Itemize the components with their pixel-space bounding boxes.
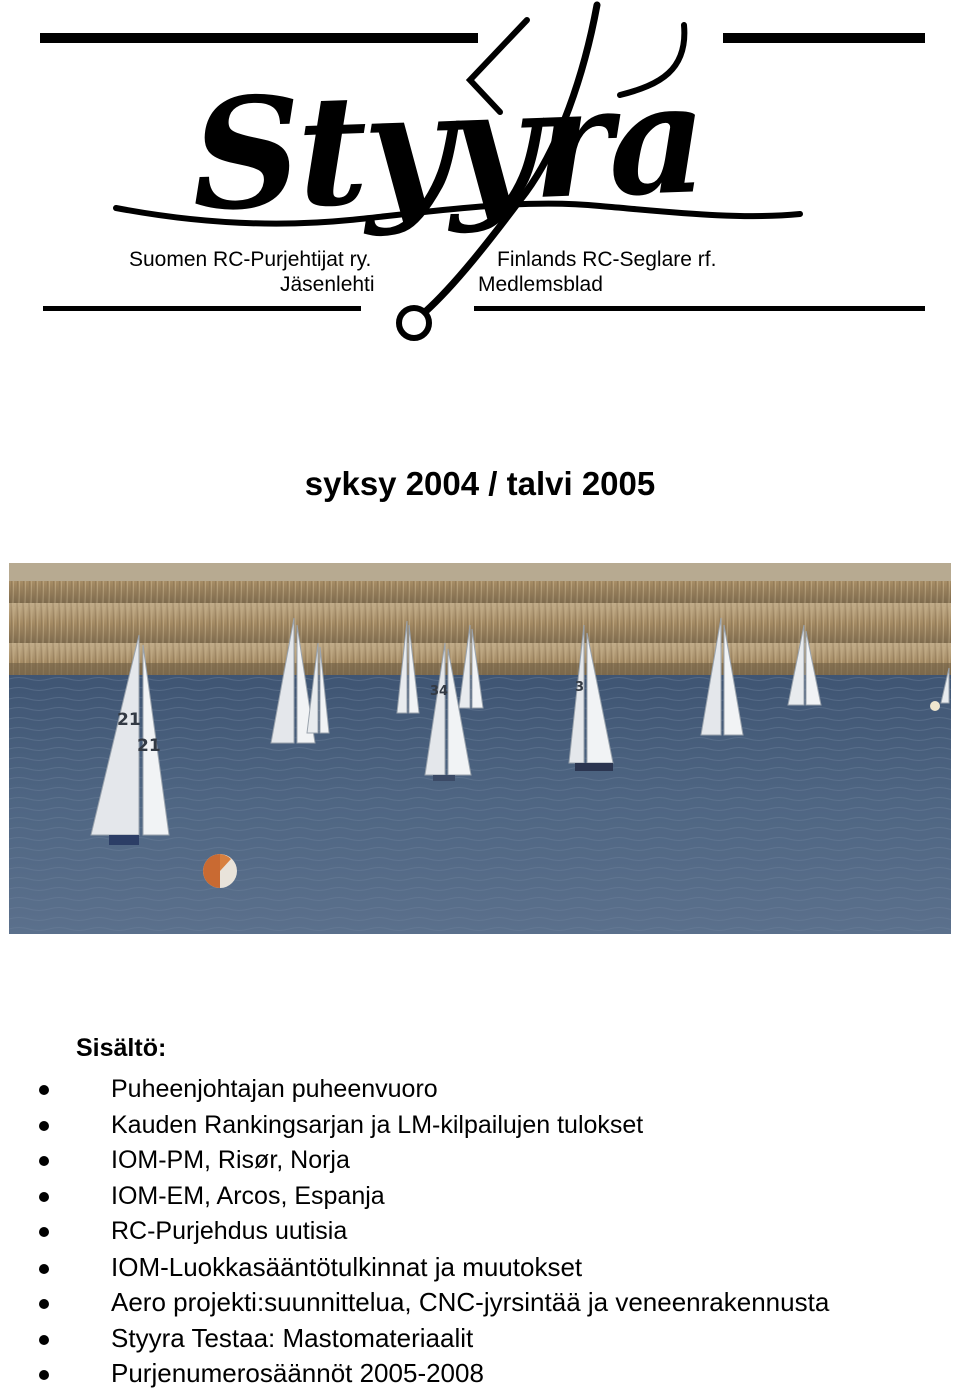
bullet-icon [39,1121,49,1131]
bottom-rule-left [43,306,361,311]
sail-number: 21 [117,710,141,730]
list-item [0,1285,960,1321]
bullet-icon [39,1335,49,1345]
list-item [0,1321,960,1357]
bullet-icon [39,1085,49,1095]
issue-title: syksy 2004 / talvi 2005 [304,465,656,502]
toc-item-text: IOM-PM, Risør, Norja [111,1146,350,1174]
far-shore [9,563,951,583]
top-rule-right [723,33,925,43]
list-item [0,1108,960,1144]
org-name-fi: Suomen RC-Purjehtijat ry. [129,248,372,271]
logo-wordmark: Styyra [188,48,706,245]
toc-item-text: Purjenumerosäännöt 2005-2008 [111,1358,484,1388]
list-item [0,1179,960,1215]
org-name-sv: Finlands RC-Seglare rf. [497,248,717,271]
toc-item-text: Aero projekti:suunnittelua, CNC-jyrsintää ja veneenrakennusta [111,1287,830,1317]
toc-item-text: IOM-EM, Arcos, Espanja [111,1181,385,1210]
list-item [0,1072,960,1108]
toc-item-text: Kauden Rankingsarjan ja LM-kilpailujen tulokset [111,1110,644,1139]
bullet-icon [39,1264,49,1274]
toc-item-text: RC-Purjehdus uutisia [111,1217,348,1245]
bullet-icon [39,1227,49,1237]
bottom-rule-right [474,306,925,311]
toc-heading: Sisältö: [76,1034,167,1062]
bullet-icon [39,1299,49,1309]
bullet-icon [39,1192,49,1202]
toc-item-text: Puheenjohtajan puheenvuoro [111,1075,438,1103]
toc-item-text: Styyra Testaa: Mastomateriaalit [111,1322,474,1353]
sail-number: 3 [575,680,585,695]
toc-item-text: IOM-Luokkasääntötulkinnat ja muutokset [111,1251,583,1282]
sail-number: 21 [137,736,161,756]
cover-photo [9,563,951,934]
bullet-icon [39,1370,49,1380]
member-label-fi: Jäsenlehti [280,273,375,296]
list-item [0,1356,960,1392]
list-item [0,1143,960,1179]
marker-buoy [930,701,940,711]
buoy-icon [203,854,237,888]
toc-list [0,1072,960,1392]
member-label-sv: Medlemsblad [478,273,603,296]
styyra-logo [0,0,960,360]
top-rule-left [40,33,478,43]
sail-number: 34 [430,684,449,699]
bullet-icon [39,1156,49,1166]
list-item [0,1214,960,1250]
list-item [0,1250,960,1286]
